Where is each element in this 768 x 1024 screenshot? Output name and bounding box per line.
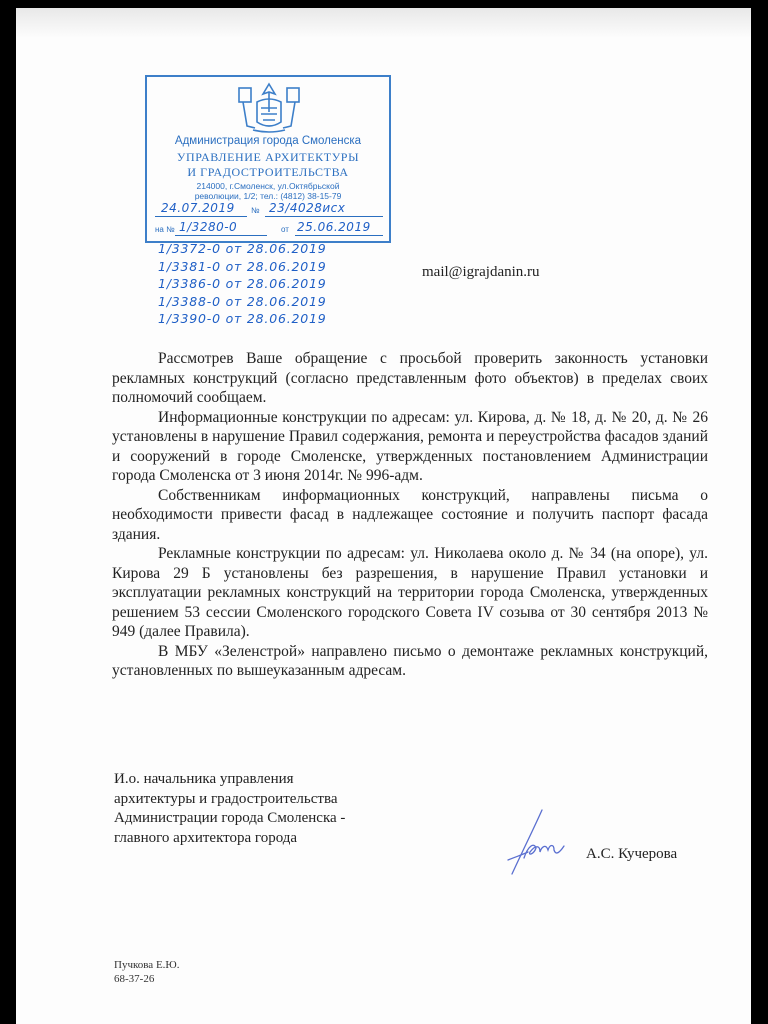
position-line: главного архитектора города [114, 829, 298, 846]
stamp-number: 23/4028исх [269, 201, 346, 215]
executor-info [114, 958, 179, 986]
paragraph: Информационные конструкции по адресам: ул. Кирова, д. № 18, д. № 20, д. № 26 установлены в нарушение Правил содержания, ремонта и переустройства фасадов зданий и сооружений в городе Смоленске, утвержденных постановлением Администрации города Смоленска от 3 июня 2014г. № 996-адм. [112, 408, 708, 484]
stamp-address-line2: революции, 1/2; тел.: (4812) 38-15-79 [194, 191, 342, 201]
stamp-department-line2: И ГРАДОСТРОИТЕЛЬСТВА [187, 165, 349, 179]
letter-body [112, 349, 708, 681]
stamp-reference-row [155, 220, 385, 239]
position-line: И.о. начальника управления [114, 771, 294, 787]
stamp-ref-date: 25.06.2019 [297, 220, 371, 234]
handwritten-ref: 1/3381-0 от 28.06.2019 [158, 258, 327, 274]
stamp-ref-number: 1/3280-0 [179, 220, 238, 234]
stamp-organization: Администрация города Смоленска [174, 135, 362, 147]
signer-name: А.С. Кучерова [586, 846, 678, 862]
stamp-department-line1: УПРАВЛЕНИЕ АРХИТЕКТУРЫ [176, 150, 360, 164]
stamp-registration-row [155, 201, 385, 220]
paragraph: Собственникам информационных конструкций, направлены письма о необходимости привести фасад в надлежащее состояние и получить паспорт фасада здания. [112, 486, 708, 543]
paragraph: Рассмотрев Ваше обращение с просьбой проверить законность установки рекламных конструкций (согласно представленным фото объектов) в пределах своих полномочий сообщаем. [112, 350, 708, 406]
paragraph: Рекламные конструкции по адресам: ул. Николаева около д. № 34 (на опоре), ул. Кирова 29 Б установлены без разрешения, в нарушение Правил установки и эксплуатации рекламных конструкций на территории города Смоленска, утвержденных решением 53 сессии Смоленского городского Совета IV созыва от 30 сентября 2013 № 949 (далее Правила). [112, 545, 708, 640]
handwritten-ref: 1/3388-0 от 28.06.2019 [158, 293, 327, 309]
registration-stamp [145, 75, 391, 243]
document-page [16, 8, 751, 1024]
position-line: архитектуры и градостроительства [114, 790, 338, 807]
stamp-ref-date-label: от [281, 225, 289, 234]
stamp-address-line1: 214000, г.Смоленск, ул.Октябрьской [196, 181, 340, 191]
handwritten-reference-list [158, 241, 378, 329]
stamp-date: 24.07.2019 [161, 201, 235, 215]
executor-name: Пучкова Е.Ю. [114, 959, 180, 971]
signatory-position [114, 770, 345, 848]
stamp-number-label: № [251, 206, 260, 215]
recipient-email: mail@igrajdanin.ru [422, 264, 540, 280]
handwritten-ref: 1/3386-0 от 28.06.2019 [158, 276, 327, 291]
position-line: Администрации города Смоленска - [114, 810, 346, 826]
executor-phone: 68-37-26 [114, 973, 155, 985]
handwritten-signature-icon [494, 808, 574, 878]
smolensk-coat-of-arms-icon [233, 82, 305, 134]
paragraph: В МБУ «Зеленстрой» направлено письмо о демонтаже рекламных конструкций, установленных по вышеуказанным адресам. [112, 642, 708, 679]
handwritten-ref: 1/3372-0 от 28.06.2019 [158, 241, 327, 256]
stamp-ref-label: на № [155, 225, 175, 234]
handwritten-ref: 1/3390-0 от 28.06.2019 [158, 311, 327, 326]
